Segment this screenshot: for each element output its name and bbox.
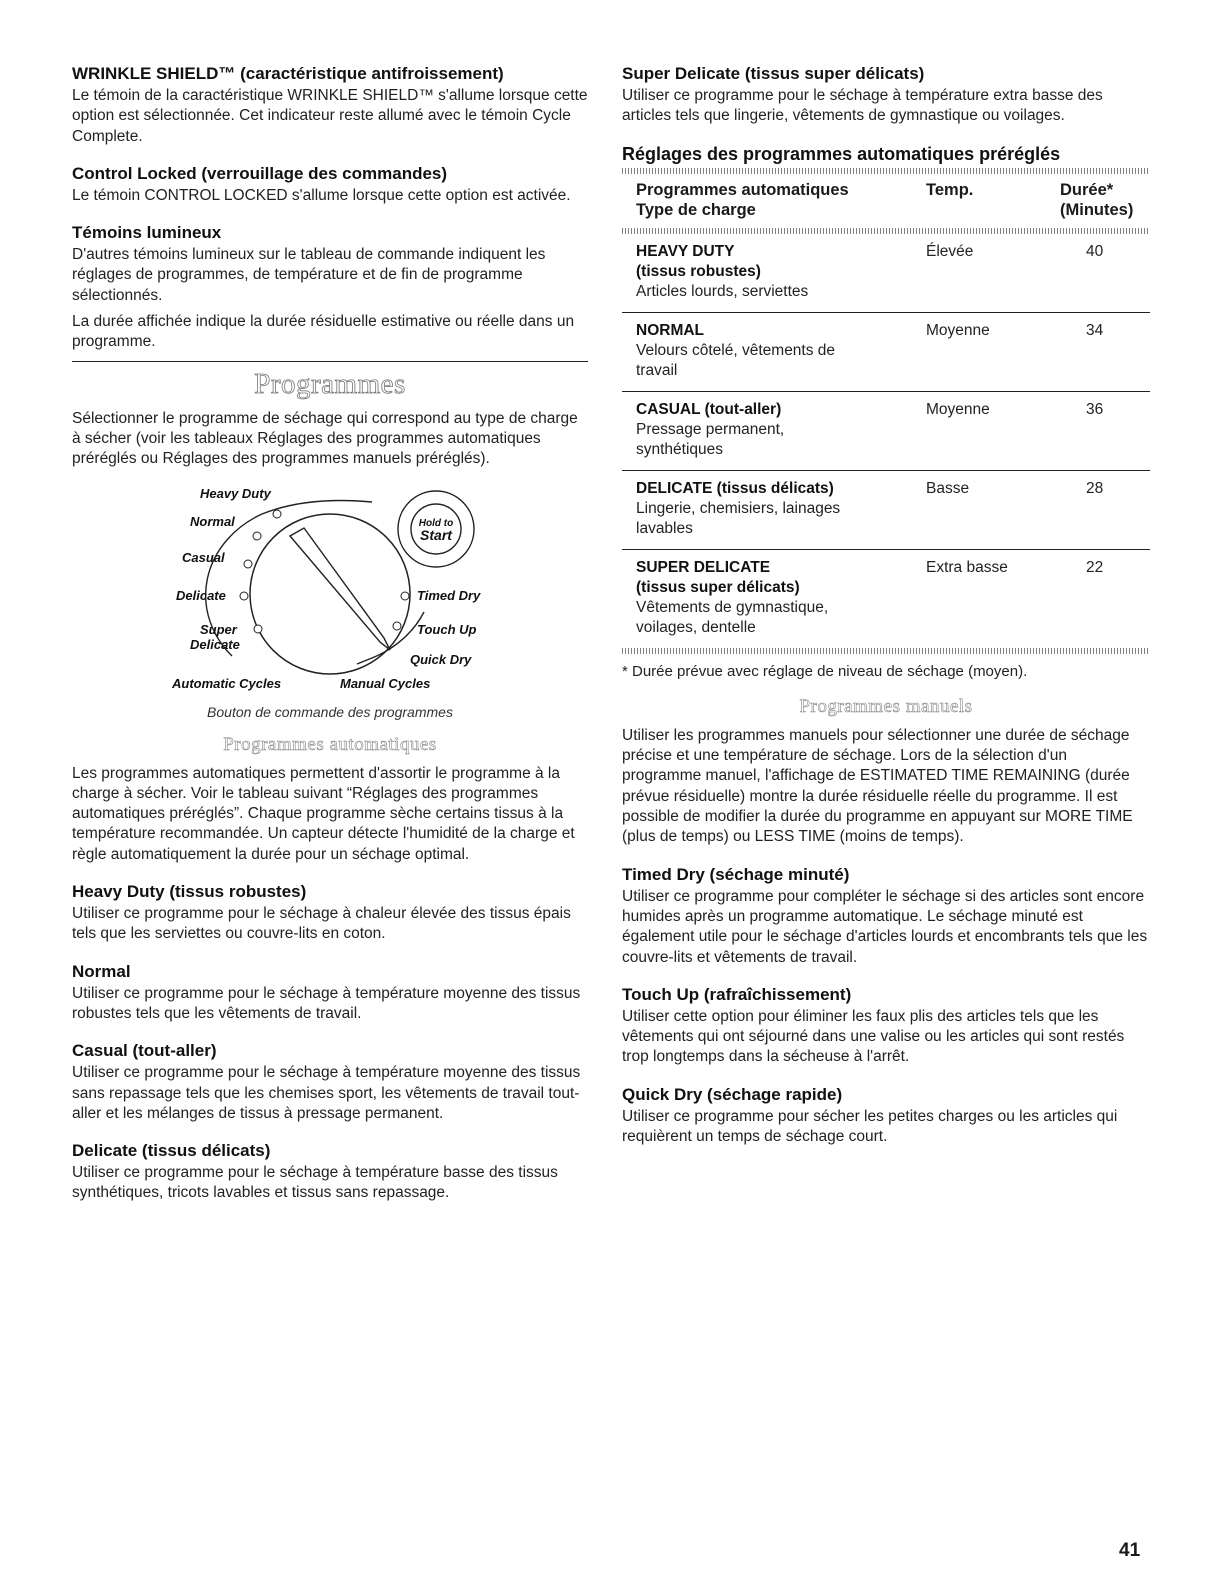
dial-pointer bbox=[290, 528, 390, 650]
indicator-heavy-duty bbox=[273, 510, 281, 518]
timed-dry-section bbox=[622, 865, 1150, 968]
programmes-text: Sélectionner le programme de séchage qui correspond au type de charge à sécher (voir les tableaux Réglages des programmes automatiques préréglés ou Réglages des programmes manuels préréglés). bbox=[72, 409, 578, 468]
row-time: 22 bbox=[1086, 558, 1104, 576]
quick-dry-section bbox=[622, 1085, 1150, 1148]
hold-to-label: Hold to bbox=[418, 517, 454, 529]
row-desc: Velours côtelé, vêtements de travail bbox=[636, 341, 836, 379]
auto-settings-table bbox=[622, 174, 1150, 228]
row-name: NORMAL bbox=[636, 321, 705, 339]
wrinkle-section bbox=[72, 64, 588, 147]
temoins-section bbox=[72, 223, 588, 352]
table-bottom-border bbox=[622, 648, 1150, 654]
header-temp: Temp. bbox=[926, 180, 974, 199]
row-desc: Lingerie, chemisiers, lainages lavables bbox=[636, 499, 841, 537]
row-desc: Pressage permanent, synthétiques bbox=[636, 420, 785, 458]
quick-dry-text: Utiliser ce programme pour sécher les petites charges ou les articles qui requièrent un temps de séchage court. bbox=[622, 1107, 1118, 1146]
wrinkle-text: Le témoin de la caractéristique WRINKLE SHIELD™ s'allume lorsque cette option est sélectionnée. Cet indicateur reste allumé avec le témoin Cycle Complete. bbox=[72, 87, 588, 145]
row-time: 28 bbox=[1086, 479, 1104, 497]
manual-programmes-text: Utiliser les programmes manuels pour sélectionner une durée de séchage précise et une température de séchage. Lors de la sélection d'un programme manuel, l'affichage de ESTIMATED TIME REMAINING (durée prévue résiduelle) montre la durée résiduelle réelle du programme. Il est possible de modifier la durée du programme en appuyant sur MORE TIME (plus de temps) ou LESS TIME (moins de temps). bbox=[622, 726, 1133, 846]
header-type-charge: Type de charge bbox=[636, 200, 756, 219]
dial-label-touch-up: Touch Up bbox=[417, 621, 477, 637]
table-row bbox=[622, 549, 1150, 648]
touch-up-section bbox=[622, 985, 1150, 1068]
casual-text: Utiliser ce programme pour le séchage à température moyenne des tissus sans repassage tels que les chemises sport, les vêtements de travail tout-aller et les mélanges de tissus à pressage permanent. bbox=[72, 1064, 581, 1122]
temoins-text-2: La durée affichée indique la durée résiduelle estimative ou réelle dans un programme. bbox=[72, 313, 575, 351]
table-row bbox=[622, 470, 1150, 549]
header-minutes: (Minutes) bbox=[1060, 200, 1134, 219]
timed-dry-text: Utiliser ce programme pour compléter le séchage si des articles sont encore humides après un programme automatique. Le séchage minuté est également utile pour le séchage d'articles lourds et encombrants tels que les couvre-lits et vêtements de travail. bbox=[622, 887, 1148, 966]
row-name-2: (tissus super délicats) bbox=[636, 578, 800, 596]
auto-settings-table-title: Réglages des programmes automatiques préréglés bbox=[622, 143, 1061, 164]
row-name: HEAVY DUTY bbox=[636, 242, 735, 260]
row-desc: Vêtements de gymnastique, voilages, dentelle bbox=[636, 598, 829, 636]
section-divider bbox=[72, 361, 588, 362]
quick-dry-heading: Quick Dry (séchage rapide) bbox=[622, 1084, 843, 1104]
dial-caption: Bouton de commande des programmes bbox=[207, 703, 453, 720]
temoins-heading: Témoins lumineux bbox=[72, 223, 222, 243]
touch-up-heading: Touch Up (rafraîchissement) bbox=[622, 984, 852, 1004]
row-temp: Extra basse bbox=[926, 558, 1008, 576]
dial-label-super: Super bbox=[200, 621, 237, 637]
row-time: 34 bbox=[1086, 321, 1104, 339]
row-time: 36 bbox=[1086, 400, 1104, 418]
auto-settings-table-body bbox=[622, 234, 1150, 648]
timed-dry-heading: Timed Dry (séchage minuté) bbox=[622, 864, 850, 884]
heavy-duty-section bbox=[72, 882, 588, 945]
normal-text: Utiliser ce programme pour le séchage à température moyenne des tissus robustes tels que les vêtements de travail. bbox=[72, 984, 581, 1022]
row-name: CASUAL (tout-aller) bbox=[636, 400, 782, 418]
table-row bbox=[622, 312, 1150, 391]
touch-up-text: Utiliser cette option pour éliminer les faux plis des articles tels que les vêtements qui ont séjourné dans une valise ou les articles qui sont restés trop longtemps dans la sécheuse à l'arrêt. bbox=[622, 1007, 1125, 1066]
automatic-cycles-label: Automatic Cycles bbox=[172, 675, 282, 691]
automatic-programmes-title: Programmes automatiques bbox=[223, 733, 437, 755]
dial-label-timed-dry: Timed Dry bbox=[417, 587, 481, 603]
normal-section bbox=[72, 962, 588, 1025]
wrinkle-heading: WRINKLE SHIELD™ (caractéristique antifroissement) bbox=[72, 64, 504, 83]
super-delicate-text: Utiliser ce programme pour le séchage à température extra basse des articles tels que lingerie, vêtements de gymnastique ou voilages. bbox=[622, 87, 1103, 125]
dial-label-quick-dry: Quick Dry bbox=[410, 651, 472, 667]
normal-heading: Normal bbox=[72, 961, 131, 981]
start-label: Start bbox=[420, 526, 452, 543]
control-text: Le témoin CONTROL LOCKED s'allume lorsque cette option est activée. bbox=[72, 186, 571, 204]
dial-label-heavy-duty: Heavy Duty bbox=[200, 485, 271, 501]
indicator-casual bbox=[244, 560, 252, 568]
row-temp: Basse bbox=[926, 479, 970, 497]
dial-label-delicate-2: Delicate bbox=[190, 636, 240, 652]
programmes-title: Programmes bbox=[254, 367, 406, 400]
dial-label-normal: Normal bbox=[190, 513, 235, 529]
row-time: 40 bbox=[1086, 242, 1104, 260]
automatic-programmes-text: Les programmes automatiques permettent d'assortir le programme à la charge à sécher. Voir le tableau suivant “Réglages des programmes automatiques préréglés”. Chaque programme sèche certains tissus à la température recommandée. Un capteur détecte l'humidité de la charge et règle automatiquement la durée pour un séchage optimal. bbox=[72, 764, 575, 863]
table-header-border bbox=[622, 228, 1150, 234]
delicate-heading: Delicate (tissus délicats) bbox=[72, 1141, 271, 1161]
table-footnote: * Durée prévue avec réglage de niveau de séchage (moyen). bbox=[622, 662, 1028, 680]
temoins-text-1: D'autres témoins lumineux sur le tableau de commande indiquent les réglages de programmes, de température et de fin de programme sélectionnés. bbox=[72, 246, 546, 304]
table-header-row bbox=[622, 174, 1150, 228]
indicator-normal bbox=[253, 532, 261, 540]
dial-label-casual: Casual bbox=[182, 549, 225, 565]
row-temp: Moyenne bbox=[926, 400, 990, 418]
table-row bbox=[622, 391, 1150, 470]
cycle-dial-illustration bbox=[72, 474, 588, 700]
delicate-section bbox=[72, 1141, 588, 1204]
indicator-timed-dry bbox=[401, 592, 409, 600]
header-programmes: Programmes automatiques bbox=[636, 180, 849, 199]
table-top-border bbox=[622, 168, 1150, 174]
page-number: 41 bbox=[1119, 1540, 1141, 1561]
casual-heading: Casual (tout-aller) bbox=[72, 1041, 217, 1061]
left-column bbox=[72, 64, 588, 1221]
indicator-delicate bbox=[240, 592, 248, 600]
table-row bbox=[622, 234, 1150, 313]
super-delicate-section bbox=[622, 64, 1150, 127]
control-heading: Control Locked (verrouillage des commandes) bbox=[72, 163, 448, 183]
control-section bbox=[72, 164, 588, 206]
row-name: SUPER DELICATE bbox=[636, 558, 771, 576]
dial-label-delicate: Delicate bbox=[176, 587, 226, 603]
row-name: DELICATE (tissus délicats) bbox=[636, 479, 834, 497]
dial-knob bbox=[250, 514, 410, 674]
indicator-touch-up bbox=[393, 622, 401, 630]
row-name-2: (tissus robustes) bbox=[636, 262, 761, 280]
header-duree: Durée* bbox=[1060, 180, 1114, 199]
manual-programmes-title: Programmes manuels bbox=[799, 695, 973, 717]
manual-cycles-label: Manual Cycles bbox=[340, 675, 431, 691]
row-temp: Élevée bbox=[926, 242, 974, 260]
row-temp: Moyenne bbox=[926, 321, 990, 339]
heavy-duty-text: Utiliser ce programme pour le séchage à chaleur élevée des tissus épais tels que les serviettes ou couvre-lits en coton. bbox=[72, 905, 571, 943]
casual-section bbox=[72, 1041, 588, 1124]
delicate-text: Utiliser ce programme pour le séchage à température basse des tissus synthétiques, tricots lavables et tissus sans repassage. bbox=[72, 1164, 558, 1202]
row-desc: Articles lourds, serviettes bbox=[636, 282, 809, 300]
super-delicate-heading: Super Delicate (tissus super délicats) bbox=[622, 64, 925, 83]
heavy-duty-heading: Heavy Duty (tissus robustes) bbox=[72, 882, 307, 902]
right-column bbox=[622, 64, 1150, 1164]
indicator-super-delicate bbox=[254, 625, 262, 633]
